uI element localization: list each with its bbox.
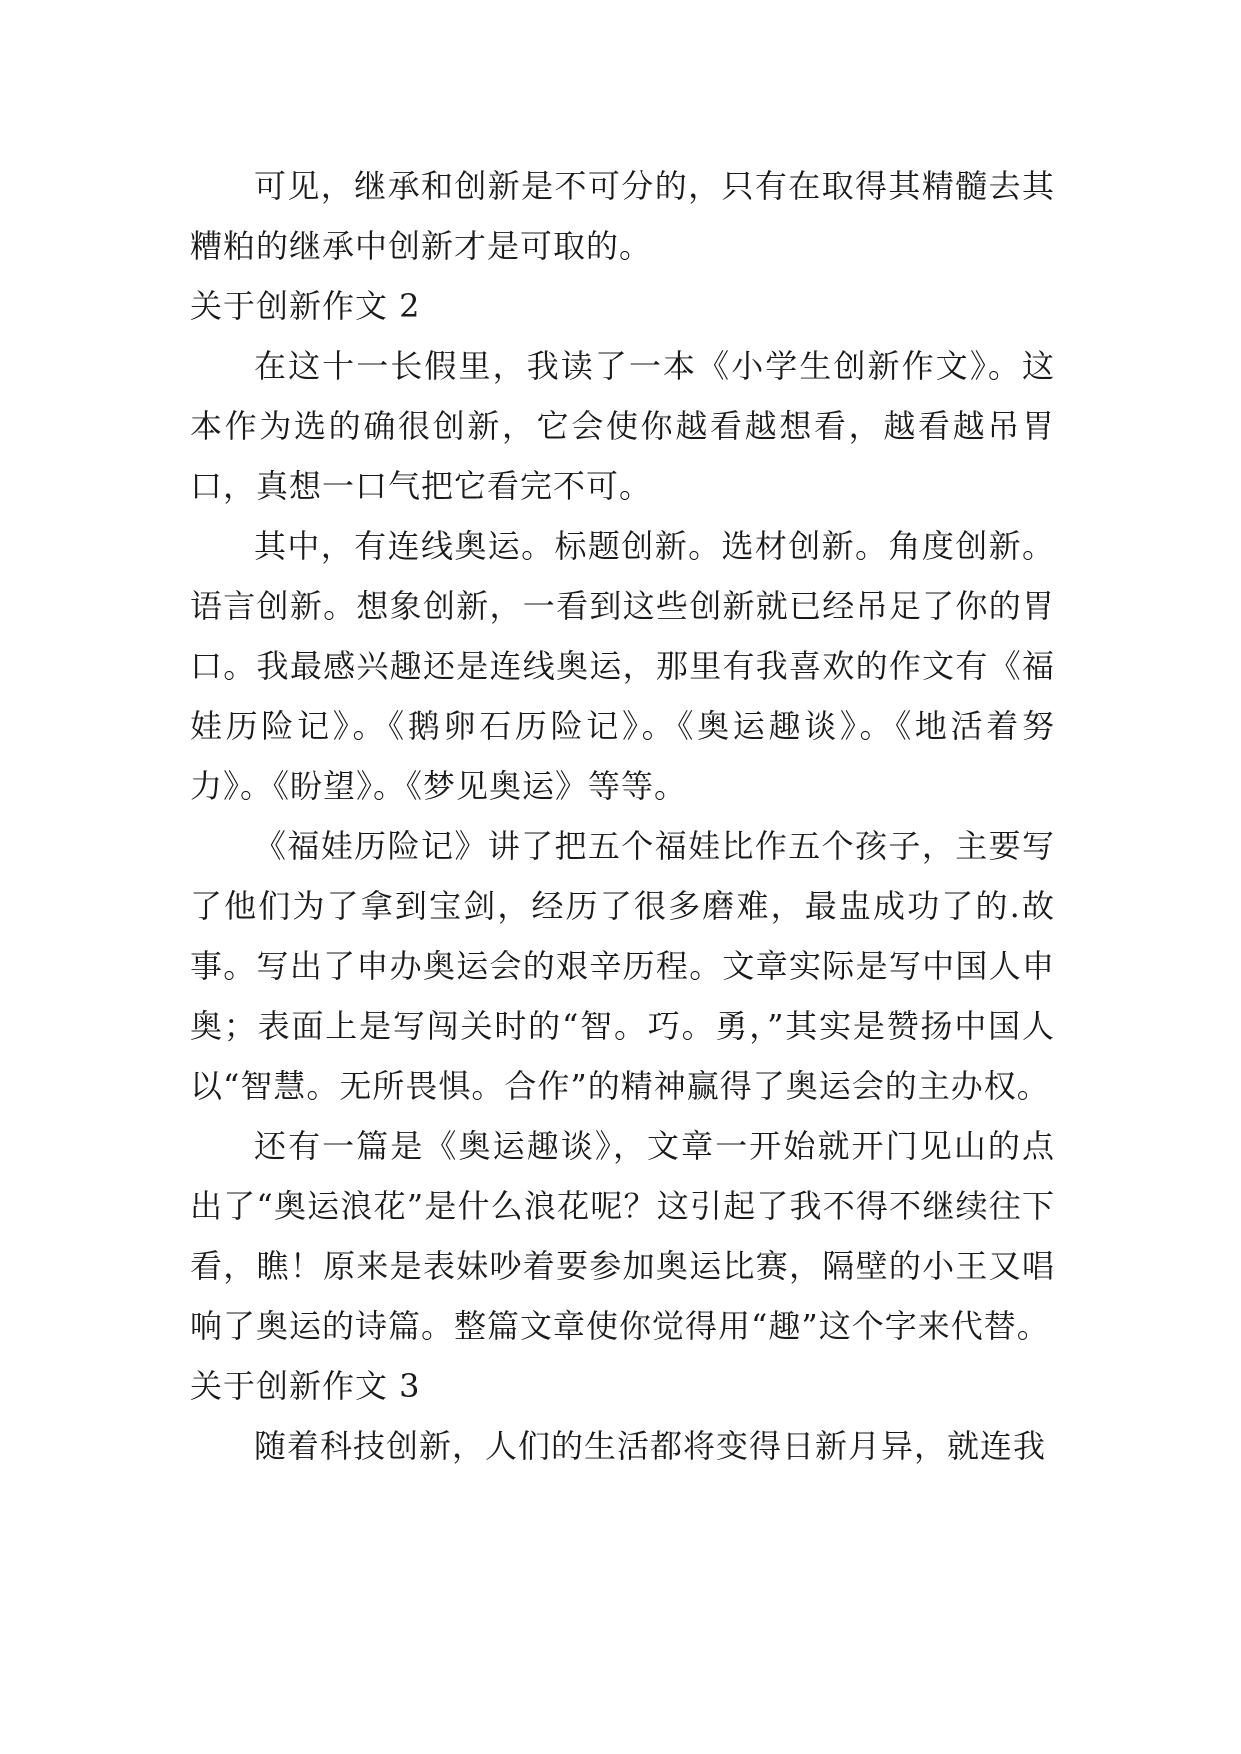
paragraph-tech-innovation: 随着科技创新，人们的生活都将变得日新月异，就连我 xyxy=(254,1427,1047,1465)
section-heading-3: 关于创新作文 3 xyxy=(190,1367,421,1405)
paragraph-olympic-fun: 还有一篇是《奥运趣谈》，文章一开始就开门见山的点出了“奥运浪花”是什么浪花呢？这引起了我不得不继续往下看，瞧！原来是表妹吵着要参加奥运比赛，隔壁的小王又唱响了奥运的诗篇。整篇文章使你觉得用“趣”这个字来代替。 xyxy=(190,1127,1055,1345)
paragraph-fuwa-story: 《福娃历险记》讲了把五个福娃比作五个孩子，主要写了他们为了拿到宝剑，经历了很多磨难，最盅成功了的.故事。写出了申办奥运会的艰辛历程。文章实际是写中国人申奥；表面上是写闯关时的“智。巧。勇，”其实是赞扬中国人以“智慧。无所畏惧。合作”的精神赢得了奥运会的主办权。 xyxy=(190,827,1055,1105)
section-heading-2: 关于创新作文 2 xyxy=(190,287,421,325)
document-body xyxy=(190,156,1055,1476)
paragraph-conclusion: 可见，继承和创新是不可分的，只有在取得其精髓去其糟粕的继承中创新才是可取的。 xyxy=(190,167,1055,265)
paragraph-contents: 其中，有连线奥运。标题创新。选材创新。角度创新。语言创新。想象创新，一看到这些创新就已经吊足了你的胃口。我最感兴趣还是连线奥运，那里有我喜欢的作文有《福娃历险记》。《鹅卵石历险记》。《奥运趣谈》。《地活着努力》。《盼望》。《梦见奥运》等等。 xyxy=(190,527,1055,805)
paragraph-intro-book: 在这十一长假里，我读了一本《小学生创新作文》。这本作为选的确很创新，它会使你越看越想看，越看越吊胃口，真想一口气把它看完不可。 xyxy=(190,347,1055,505)
